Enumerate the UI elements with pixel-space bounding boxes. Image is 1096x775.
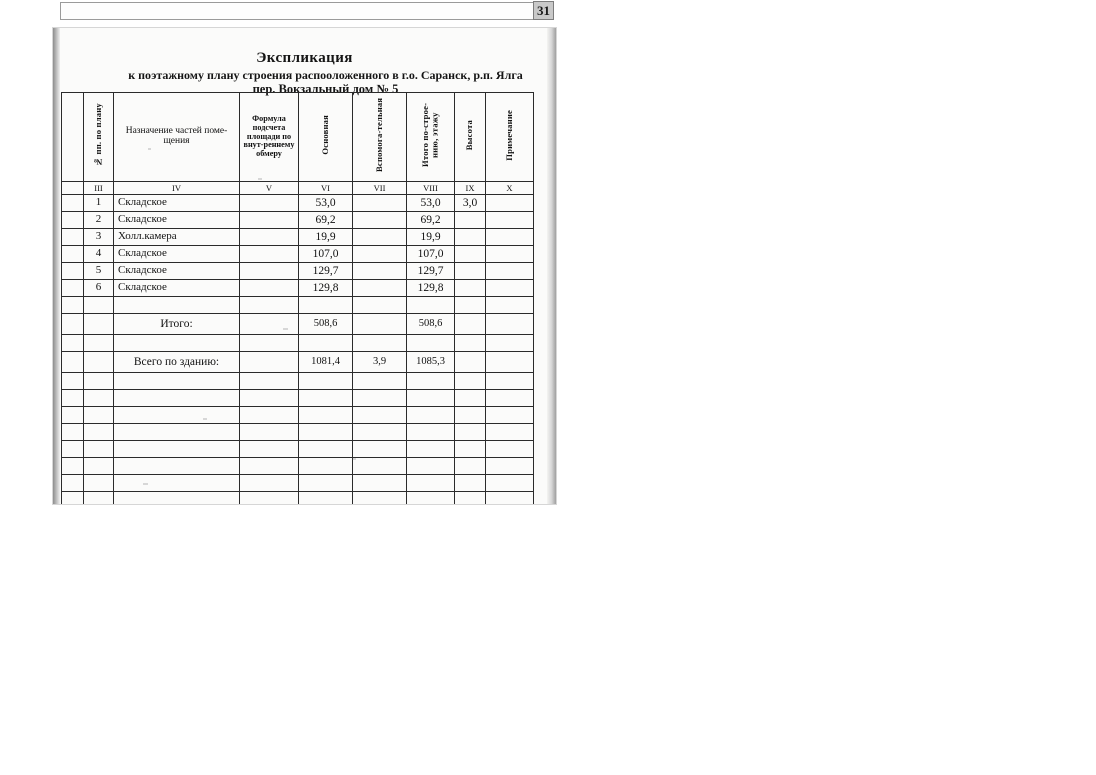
row-number: [84, 314, 114, 335]
header-main-area-label: Основная: [319, 115, 330, 155]
row-auxiliary-area: [353, 492, 407, 505]
roman-total: VIII: [407, 182, 455, 195]
row-total: 129,7: [407, 263, 455, 280]
row-number: [84, 352, 114, 373]
table-row-building-total: [62, 352, 534, 373]
row-total: [407, 373, 455, 390]
row-number: 1: [84, 195, 114, 212]
row-blank-cell: [62, 263, 84, 280]
row-auxiliary-area: [353, 297, 407, 314]
row-total: [407, 407, 455, 424]
document-subtitle-line-2: пер. Вокзальный дом № 5: [252, 82, 399, 96]
row-height: [455, 263, 486, 280]
row-main-area: 508,6: [299, 314, 353, 335]
row-purpose: [114, 458, 240, 475]
row-formula: [240, 195, 299, 212]
row-main-area: 129,8: [299, 280, 353, 297]
roman-aux: VII: [353, 182, 407, 195]
row-blank-cell: [62, 229, 84, 246]
row-number: 6: [84, 280, 114, 297]
table-row-subtotal: [62, 314, 534, 335]
row-purpose: Складское: [114, 246, 240, 263]
row-height: [455, 407, 486, 424]
row-formula: [240, 475, 299, 492]
row-main-area: 1081,4: [299, 352, 353, 373]
row-number: 3: [84, 229, 114, 246]
row-blank-cell: [62, 407, 84, 424]
row-note: [486, 390, 534, 407]
row-main-area: [299, 441, 353, 458]
row-formula: [240, 441, 299, 458]
header-blank-column: [62, 93, 84, 182]
row-main-area: 69,2: [299, 212, 353, 229]
row-height: [455, 280, 486, 297]
row-total: 508,6: [407, 314, 455, 335]
explication-table-wrapper: [61, 92, 541, 504]
row-blank-cell: [62, 492, 84, 505]
table-row-empty: [62, 390, 534, 407]
row-blank-cell: [62, 352, 84, 373]
header-auxiliary-area: [353, 93, 407, 182]
row-total: 1085,3: [407, 352, 455, 373]
header-formula: Формула подсчета площади по внут-реннему обмеру: [240, 93, 299, 182]
explication-table: [61, 92, 534, 504]
row-purpose: [114, 297, 240, 314]
row-total: [407, 441, 455, 458]
row-height: [455, 212, 486, 229]
row-purpose: Складское: [114, 280, 240, 297]
row-height: [455, 424, 486, 441]
table-row-empty: [62, 424, 534, 441]
table-row-empty: [62, 475, 534, 492]
row-height: [455, 373, 486, 390]
header-total-floor: [407, 93, 455, 182]
row-formula: [240, 424, 299, 441]
row-blank-cell: [62, 246, 84, 263]
row-formula: [240, 263, 299, 280]
row-number: 5: [84, 263, 114, 280]
row-purpose: Складское: [114, 195, 240, 212]
row-number: [84, 458, 114, 475]
row-formula: [240, 229, 299, 246]
row-number: [84, 492, 114, 505]
row-note: [486, 280, 534, 297]
row-formula: [240, 335, 299, 352]
page-number: 31: [533, 1, 554, 20]
row-height: [455, 335, 486, 352]
row-total: [407, 390, 455, 407]
row-blank-cell: [62, 373, 84, 390]
row-height: [455, 229, 486, 246]
table-head: [62, 93, 534, 195]
row-note: [486, 352, 534, 373]
table-row: [62, 212, 534, 229]
row-blank-cell: [62, 335, 84, 352]
table-row: [62, 195, 534, 212]
row-formula: [240, 246, 299, 263]
row-number: [84, 407, 114, 424]
row-total: [407, 424, 455, 441]
row-note: [486, 373, 534, 390]
row-auxiliary-area: [353, 335, 407, 352]
row-total: 53,0: [407, 195, 455, 212]
scanned-document-sheet: [53, 28, 556, 504]
row-auxiliary-area: [353, 314, 407, 335]
row-main-area: [299, 373, 353, 390]
row-formula: [240, 280, 299, 297]
table-body: [62, 195, 534, 505]
roman-height: IX: [455, 182, 486, 195]
row-purpose: [114, 407, 240, 424]
row-number: [84, 441, 114, 458]
row-main-area: 107,0: [299, 246, 353, 263]
row-formula: [240, 492, 299, 505]
row-note: [486, 246, 534, 263]
row-main-area: 129,7: [299, 263, 353, 280]
row-note: [486, 314, 534, 335]
row-formula: [240, 390, 299, 407]
row-auxiliary-area: [353, 475, 407, 492]
row-number: [84, 373, 114, 390]
row-blank-cell: [62, 390, 84, 407]
row-height: 3,0: [455, 195, 486, 212]
row-purpose: [114, 492, 240, 505]
roman-numeral-row: [62, 182, 534, 195]
row-purpose: Складское: [114, 263, 240, 280]
table-row: [62, 280, 534, 297]
row-height: [455, 390, 486, 407]
header-total-floor-label: Итого по-строе-нию, этажу: [420, 102, 440, 168]
row-note: [486, 407, 534, 424]
row-number: [84, 297, 114, 314]
row-purpose: Всего по зданию:: [114, 352, 240, 373]
row-formula: [240, 407, 299, 424]
table-row-empty: [62, 458, 534, 475]
row-note: [486, 263, 534, 280]
row-purpose: [114, 390, 240, 407]
table-row-empty: [62, 492, 534, 505]
row-auxiliary-area: [353, 407, 407, 424]
roman-note: X: [486, 182, 534, 195]
document-subtitle-line-1: к поэтажному плану строения распооложенного в г.о. Саранск, р.п. Ялга: [128, 68, 523, 82]
table-row-empty: [62, 441, 534, 458]
row-note: [486, 297, 534, 314]
row-formula: [240, 458, 299, 475]
row-formula: [240, 373, 299, 390]
row-number: 2: [84, 212, 114, 229]
row-auxiliary-area: [353, 246, 407, 263]
row-formula: [240, 352, 299, 373]
row-height: [455, 246, 486, 263]
row-note: [486, 229, 534, 246]
row-main-area: 19,9: [299, 229, 353, 246]
header-note-label: Примечание: [503, 109, 514, 161]
row-note: [486, 492, 534, 505]
row-total: 129,8: [407, 280, 455, 297]
header-height: [455, 93, 486, 182]
row-purpose: [114, 441, 240, 458]
row-main-area: [299, 492, 353, 505]
header-auxiliary-area-label: Вспомога-тельная: [373, 97, 384, 173]
row-main-area: [299, 407, 353, 424]
row-note: [486, 441, 534, 458]
row-auxiliary-area: [353, 458, 407, 475]
row-auxiliary-area: [353, 424, 407, 441]
row-number: [84, 475, 114, 492]
header-height-label: Высота: [464, 119, 475, 151]
row-purpose: [114, 424, 240, 441]
row-main-area: 53,0: [299, 195, 353, 212]
roman-formula: V: [240, 182, 299, 195]
header-main-area: [299, 93, 353, 182]
table-row: [62, 246, 534, 263]
row-blank-cell: [62, 458, 84, 475]
row-height: [455, 352, 486, 373]
row-auxiliary-area: [353, 195, 407, 212]
table-row: [62, 229, 534, 246]
row-height: [455, 458, 486, 475]
header-number-label: № пп. по плану: [92, 103, 103, 167]
row-number: 4: [84, 246, 114, 263]
table-row-empty: [62, 335, 534, 352]
row-purpose: Складское: [114, 212, 240, 229]
roman-number: III: [84, 182, 114, 195]
row-auxiliary-area: [353, 390, 407, 407]
row-total: [407, 492, 455, 505]
table-row: [62, 263, 534, 280]
header-number: [84, 93, 114, 182]
row-purpose: Холл.камера: [114, 229, 240, 246]
row-number: [84, 335, 114, 352]
row-note: [486, 458, 534, 475]
row-auxiliary-area: [353, 280, 407, 297]
row-total: [407, 458, 455, 475]
row-note: [486, 424, 534, 441]
roman-purpose: IV: [114, 182, 240, 195]
document-title: Экспликация: [256, 50, 353, 66]
page-header-strip: [60, 2, 554, 20]
row-blank-cell: [62, 297, 84, 314]
row-main-area: [299, 424, 353, 441]
row-main-area: [299, 335, 353, 352]
row-auxiliary-area: [353, 263, 407, 280]
row-main-area: [299, 297, 353, 314]
row-number: [84, 390, 114, 407]
row-note: [486, 195, 534, 212]
row-total: 107,0: [407, 246, 455, 263]
row-auxiliary-area: [353, 441, 407, 458]
row-height: [455, 441, 486, 458]
roman-main: VI: [299, 182, 353, 195]
row-formula: [240, 212, 299, 229]
row-auxiliary-area: [353, 229, 407, 246]
row-total: [407, 475, 455, 492]
row-height: [455, 314, 486, 335]
row-height: [455, 492, 486, 505]
row-main-area: [299, 475, 353, 492]
row-auxiliary-area: [353, 373, 407, 390]
row-total: [407, 335, 455, 352]
row-blank-cell: [62, 212, 84, 229]
table-row-empty: [62, 297, 534, 314]
row-blank-cell: [62, 441, 84, 458]
row-number: [84, 424, 114, 441]
row-height: [455, 475, 486, 492]
row-note: [486, 335, 534, 352]
header-purpose: Назначение частей поме-щения: [114, 93, 240, 182]
row-blank-cell: [62, 280, 84, 297]
row-auxiliary-area: 3,9: [353, 352, 407, 373]
header-note: [486, 93, 534, 182]
table-row-empty: [62, 407, 534, 424]
row-purpose: Итого:: [114, 314, 240, 335]
row-main-area: [299, 458, 353, 475]
row-blank-cell: [62, 314, 84, 335]
roman-blank: [62, 182, 84, 195]
table-row-empty: [62, 373, 534, 390]
row-purpose: [114, 475, 240, 492]
row-auxiliary-area: [353, 212, 407, 229]
row-total: [407, 297, 455, 314]
row-total: 69,2: [407, 212, 455, 229]
row-purpose: [114, 335, 240, 352]
row-formula: [240, 297, 299, 314]
row-note: [486, 475, 534, 492]
row-blank-cell: [62, 475, 84, 492]
row-note: [486, 212, 534, 229]
row-height: [455, 297, 486, 314]
row-purpose: [114, 373, 240, 390]
row-main-area: [299, 390, 353, 407]
row-formula: [240, 314, 299, 335]
row-blank-cell: [62, 424, 84, 441]
row-total: 19,9: [407, 229, 455, 246]
row-blank-cell: [62, 195, 84, 212]
